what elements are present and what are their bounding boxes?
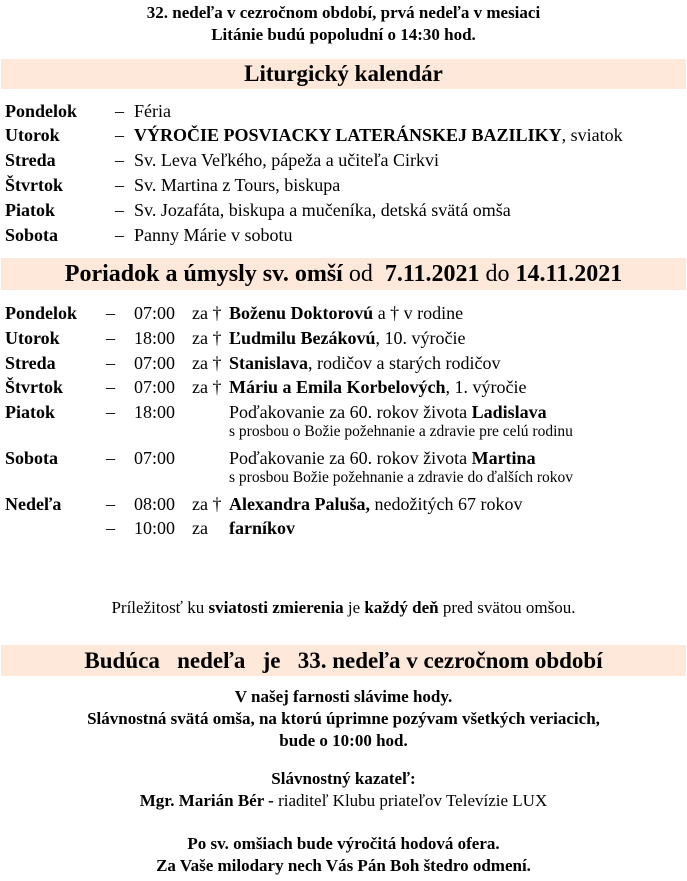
calendar-text: Sv. Leva Veľkého, pápeža a učiteľa Cirkvi: [134, 150, 440, 170]
mass-time: 10:00: [134, 518, 176, 538]
dash: –: [106, 353, 115, 373]
mass-day: Streda: [5, 353, 56, 373]
dash: –: [106, 518, 115, 538]
mass-day: Pondelok: [5, 303, 78, 323]
mass-day: Sobota: [5, 448, 59, 468]
mass-time: 07:00: [134, 448, 176, 468]
mass-day: Nedeľa: [5, 494, 62, 514]
calendar-heading: Liturgický kalendár: [1, 59, 686, 89]
calendar-text: Panny Márie v sobotu: [134, 225, 293, 245]
mass-day: Štvrtok: [5, 377, 63, 397]
next-sunday-heading: [1, 645, 686, 676]
mass-for: za †: [192, 377, 222, 397]
mass-time: 18:00: [134, 402, 176, 422]
dash: –: [106, 328, 115, 348]
mass-intention: Stanislava, rodičov a starých rodičov: [229, 353, 501, 373]
calendar-day: Piatok: [5, 200, 56, 220]
mass-for: za †: [192, 303, 222, 323]
next-sunday-title: Budúca nedeľa je 33. nedeľa v cezročnom období: [84, 648, 603, 673]
header: [0, 2, 687, 46]
dash: –: [115, 125, 124, 145]
header-line-2: Litánie budú popoludní o 14:30 hod.: [211, 25, 476, 44]
masses-title: Poriadok a úmysly sv. omší: [64, 261, 343, 287]
mass-time: 08:00: [134, 494, 176, 514]
calendar-text: VÝROČIE POSVIACKY LATERÁNSKEJ BAZILIKY, sviatok: [134, 125, 623, 145]
mass-intention: Alexandra Paluša, nedožitých 67 rokov: [229, 494, 523, 514]
dash: –: [106, 494, 115, 514]
preacher-heading: Slávnostný kazateľ:: [271, 769, 416, 788]
mass-for: za †: [192, 353, 222, 373]
feast-line-1: V našej farnosti slávime hody.: [234, 687, 453, 706]
feast-line-2: Slávnostná svätá omša, na ktorú úprimne pozývam všetkých veriacich,: [87, 709, 600, 728]
mass-intention: Ľudmilu Bezákovú, 10. výročie: [229, 328, 466, 348]
offering-line-2: Za Vaše milodary nech Vás Pán Boh štedro odmení.: [156, 856, 531, 875]
masses-from-word: od: [348, 261, 373, 287]
dash: –: [106, 303, 115, 323]
mass-intention: Máriu a Emila Korbelových, 1. výročie: [229, 377, 527, 397]
preacher-paragraph: [0, 768, 687, 812]
mass-day: Utorok: [5, 328, 60, 348]
mass-time: 07:00: [134, 353, 176, 373]
feast-paragraph: [0, 686, 687, 752]
dash: –: [115, 101, 124, 121]
calendar-day: Sobota: [5, 225, 59, 245]
dash: –: [106, 402, 115, 422]
confession-note: Príležitosť ku sviatosti zmierenia je každý deň pred svätou omšou.: [111, 598, 576, 617]
mass-intention-detail: s prosbou Božie požehnanie a zdravie do ďalších rokov: [229, 469, 574, 486]
dash: –: [115, 200, 124, 220]
preacher-line: Mgr. Marián Bér - riaditeľ Klubu priateľov Televízie LUX: [139, 791, 548, 810]
first-sunday-label: prvá nedeľa v mesiaci: [380, 3, 541, 22]
calendar-day: Pondelok: [5, 101, 78, 121]
mass-for: za †: [192, 494, 222, 514]
calendar-text: Sv. Martina z Tours, biskupa: [134, 175, 341, 195]
offering-line-1: Po sv. omšiach bude výročitá hodová ofera.: [187, 834, 500, 853]
feast-line-3: bude o 10:00 hod.: [279, 731, 408, 750]
mass-intention: Boženu Doktorovú a † v rodine: [229, 303, 464, 323]
masses-from-date: 7.11.2021: [384, 261, 480, 287]
sunday-label: 32. nedeľa v cezročnom období,: [146, 3, 377, 22]
mass-intention: farníkov: [229, 518, 296, 538]
dash: –: [115, 175, 124, 195]
mass-time: 07:00: [134, 303, 176, 323]
header-line-1: [0, 2, 687, 24]
offering-paragraph: [0, 833, 687, 877]
mass-intention: Poďakovanie za 60. rokov života Ladislava: [229, 402, 547, 422]
mass-intention-detail: s prosbou o Božie požehnanie a zdravie pre celú rodinu: [229, 423, 573, 440]
mass-time: 18:00: [134, 328, 176, 348]
calendar-text: Sv. Jozafáta, biskupa a mučeníka, detská svätá omša: [134, 200, 511, 220]
mass-for: za †: [192, 328, 222, 348]
masses-heading: [1, 258, 686, 290]
dash: –: [106, 448, 115, 468]
mass-time: 07:00: [134, 377, 176, 397]
dash: –: [115, 225, 124, 245]
calendar-day: Utorok: [5, 125, 60, 145]
masses-to-word: do: [485, 261, 510, 287]
mass-day: Piatok: [5, 402, 56, 422]
dash: –: [115, 150, 124, 170]
calendar-text: Féria: [134, 101, 171, 121]
calendar-day: Streda: [5, 150, 56, 170]
masses-to-date: 14.11.2021: [515, 261, 623, 287]
calendar-day: Štvrtok: [5, 175, 63, 195]
mass-intention: Poďakovanie za 60. rokov života Martina: [229, 448, 536, 468]
dash: –: [106, 377, 115, 397]
mass-for: za: [192, 518, 208, 538]
